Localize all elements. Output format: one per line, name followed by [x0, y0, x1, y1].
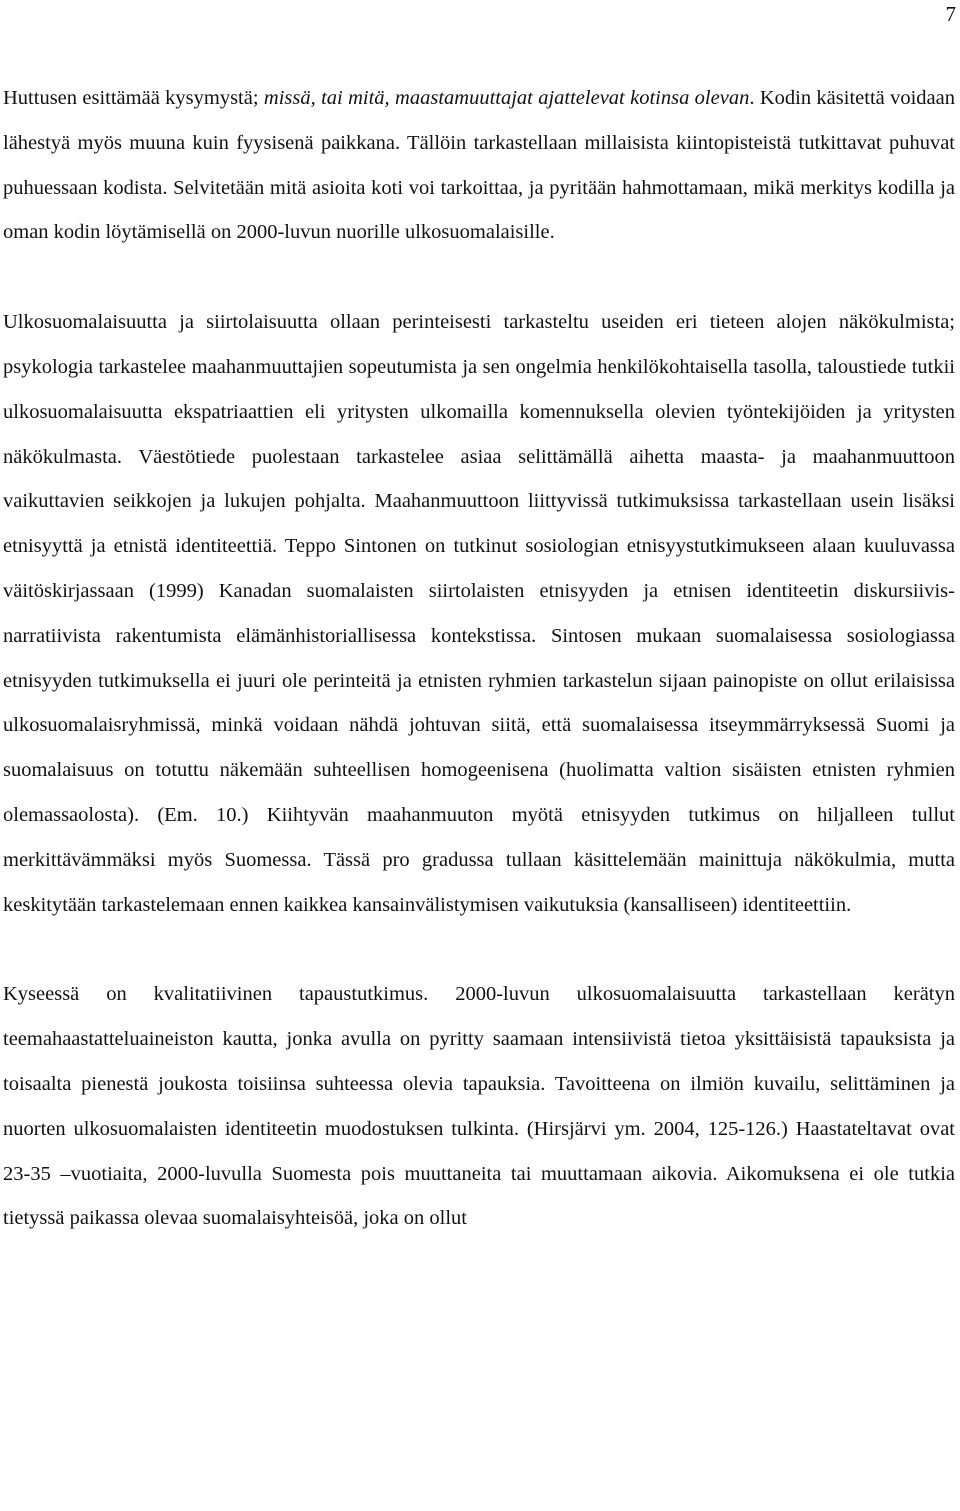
paragraph — [3, 972, 955, 1241]
paragraph-text: Huttusen esittämää kysymystä; — [3, 87, 264, 109]
paragraph-text: Kyseessä on kvalitatiivinen tapaustutkimus. 2000-luvun ulkosuomalaisuutta tarkastellaan kerätyn teemahaastatteluaineiston kautta, jonka avulla on pyritty saamaan intensiivistä tietoa yksittäisistä tapauksista ja toisaalta pienestä joukosta toisiinsa suhteessa olevia tapauksia. Tavoitteena on ilmiön kuvailu, selittäminen ja nuorten ulkosuomalaisten identiteetin muodostuksen tulkinta. (Hirsjärvi ym. 2004, 125-126.) Haastateltavat ovat 23-35 –vuotiaita, 2000-luvulla Suomesta pois muuttaneita tai muuttamaan aikovia. Aikomuksena ei ole tutkia tietyssä paikassa olevaa suomalaisyhteisöä, joka on ollut — [3, 983, 955, 1230]
italic-quote: missä, tai mitä, maastamuuttajat ajattelevat kotinsa olevan — [263, 87, 750, 109]
page-number: 7 — [945, 2, 956, 26]
paragraph — [3, 76, 955, 255]
paragraph-text: . Kodin käsitettä voidaan lähestyä myös muuna kuin fyysisenä paikkana. Tällöin tarkastellaan millaisista kiintopisteistä tutkittavat puhuvat puhuessaan kodista. Selvitetään mitä asioita koti voi tarkoittaa, ja pyritään hahmottamaan, mikä merkitys kodilla ja oman kodin löytämisellä on 2000-luvun nuorille ulkosuomalaisille. — [3, 87, 955, 244]
document-body — [3, 76, 955, 1241]
paragraph-text: Ulkosuomalaisuutta ja siirtolaisuutta ollaan perinteisesti tarkasteltu useiden eri tieteen alojen näkökulmista; psykologia tarkastelee maahanmuuttajien sopeutumista ja sen ongelmia henkilökohtaisella tasolla, taloustiede tutkii ulkosuomalaisuutta ekspatriaattien eli yritysten ulkomailla komennuksella olevien työntekijöiden ja yritysten näkökulmasta. Väestötiede puolestaan tarkastelee asiaa selittämällä aihetta maasta- ja maahanmuuttoon vaikuttavien seikkojen ja lukujen pohjalta. Maahanmuuttoon liittyvissä tutkimuksissa tarkastellaan usein lisäksi etnisyyttä ja etnistä identiteettiä. Teppo Sintonen on tutkinut sosiologian etnisyystutkimukseen alaan kuuluvassa väitöskirjassaan (1999) Kanadan suomalaisten siirtolaisten etnisyyden ja etnisen identiteetin diskursiivis-narratiivista rakentumista elämänhistoriallisessa kontekstissa. Sintosen mukaan suomalaisessa sosiologiassa etnisyyden tutkimuksella ei juuri ole perinteitä ja etnisten ryhmien tarkastelun sijaan painopiste on ollut erilaisissa ulkosuomalaisryhmissä, minkä voidaan nähdä johtuvan siitä, että suomalaisessa itseymmärryksessä Suomi ja suomalaisuus on totuttu näkemään suhteellisen homogeenisena (huolimatta valtion sisäisten etnisten ryhmien olemassaolosta). (Em. 10.) Kiihtyvän maahanmuuton myötä etnisyyden tutkimus on hiljalleen tullut merkittävämmäksi myös Suomessa. Tässä pro gradussa tullaan käsittelemään mainittuja näkökulmia, mutta keskitytään tarkastelemaan ennen kaikkea kansainvälistymisen vaikutuksia (kansalliseen) identiteettiin. — [3, 311, 955, 916]
paragraph — [3, 300, 955, 927]
